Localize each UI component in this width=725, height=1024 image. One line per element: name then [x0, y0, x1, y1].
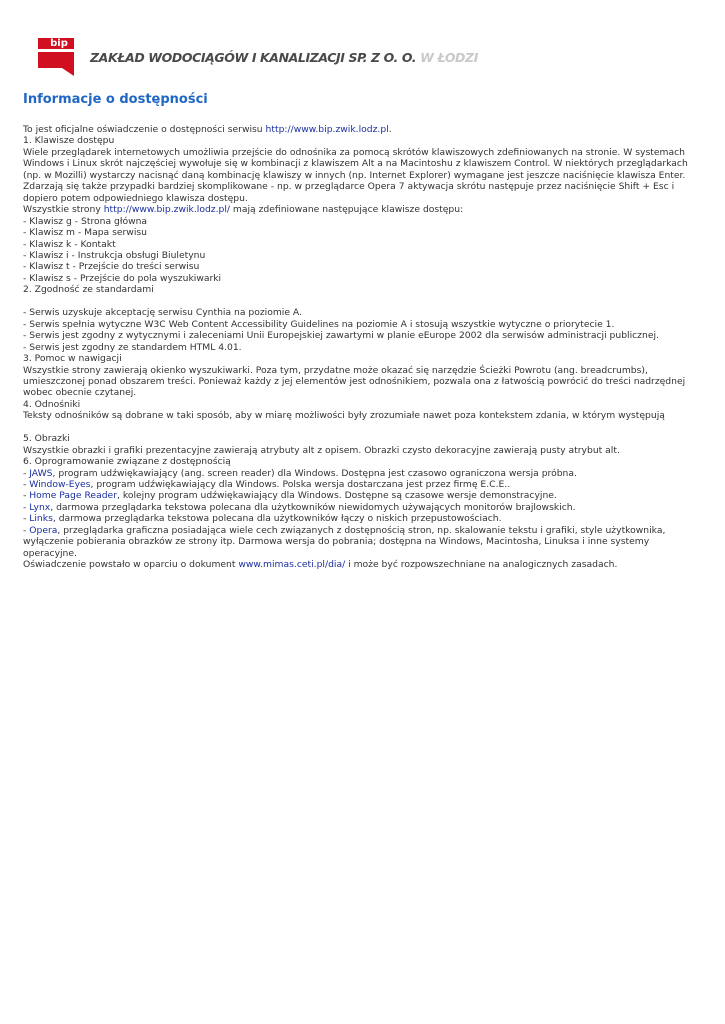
software-desc: , kolejny program udźwiękawiający dla Windows. Dostępne są czasowe wersje demonstracyjne. — [116, 490, 557, 502]
closing-paragraph — [23, 559, 695, 570]
org-name-city: W ŁODZI — [420, 50, 478, 65]
key-item: - Klawisz t - Przejście do treści serwisu — [23, 261, 200, 273]
software-link-links[interactable]: Links — [29, 513, 53, 525]
key-item: - Klawisz i - Instrukcja obsługi Biuletynu — [23, 249, 206, 261]
organization-name — [90, 50, 478, 65]
software-link-home-page-reader[interactable]: Home Page Reader — [29, 490, 117, 502]
source-document-link[interactable]: www.mimas.ceti.pl/dia/ — [238, 559, 346, 571]
all-pages-pre: Wszystkie strony — [23, 204, 104, 216]
intro-text: To jest oficjalne oświadczenie o dostępności serwisu — [23, 124, 266, 135]
key-item: - Klawisz g - Strona główna — [23, 215, 148, 227]
standard-item: - Serwis spełnia wytyczne W3C Web Content Accessibility Guidelines na poziomie A i stosują wszystkie wytyczne o priorytecie 1. — [23, 318, 615, 330]
software-item: - Links, darmowa przeglądarka tekstowa polecana dla użytkowników łączy o niskich przepustowościach. — [23, 513, 502, 525]
software-link-opera[interactable]: Opera — [29, 524, 58, 536]
section-4-text: Teksty odnośników są dobrane w taki sposób, aby w miarę możliwości były zrozumiałe nawet poza kontekstem zdania, w którym występują — [23, 410, 665, 422]
all-pages-post: mają zdefiniowane następujące klawisze dostępu: — [230, 204, 464, 216]
software-link-jaws[interactable]: JAWS — [29, 467, 53, 479]
section-2-heading: 2. Zgodność ze standardami — [23, 284, 154, 296]
intro-end: . — [388, 124, 392, 135]
software-desc: , program udźwiękawiający dla Windows. Polska wersja dostarczana jest przez firmę E.C.E.. — [90, 479, 511, 491]
intro-paragraph — [23, 124, 695, 135]
section-5-heading: 5. Obrazki — [23, 433, 70, 445]
software-desc: , darmowa przeglądarka tekstowa polecana dla użytkowników niewidomych używających monitorów brajlowskich. — [50, 501, 576, 513]
software-item: - Home Page Reader, kolejny program udźwiękawiający dla Windows. Dostępne są czasowe wersje demonstracyjne. — [23, 490, 557, 502]
software-item: - Opera, przeglądarka graficzna posiadająca wiele cech związanych z dostępnością stron, np. skalowanie tekstu i grafiki, style użytkownika, wyłączenie pobierania obrazków ze strony itp. Darmowa wersja do pobrania; dostępna na Windows, Macintosha, Linuksa i inne systemy operacyjne. — [23, 524, 666, 559]
site-header — [38, 33, 698, 77]
section-1-text: Wiele przeglądarek internetowych umożliwia przejście do odnośnika za pomocą skrótów klawiszowych zdefiniowanych na stronie. W systemach Windows i Linux skrót najczęściej wywołuje się w kombinacji z klawiszem Alt a na Macintoshu z klawiszem Control. W niektórych przeglądarkach (np. w Mozilli) wystarczy nacisnąć daną kombinację klawiszy w innych (np. Internet Explorer) wymagane jest jeszcze naciśnięcie klawisza Enter. Zdarzają się także przypadki bardziej skomplikowane - np. w przeglądarce Opera 7 aktywacja skrótu następuje przez naciśnięcie Shift + Esc i dopiero potem odpowiedniego klawisza dostępu. — [23, 146, 688, 204]
org-name-main: ZAKŁAD WODOCIĄGÓW I KANALIZACJI SP. Z O. O. — [90, 50, 417, 65]
spacer — [23, 422, 695, 433]
software-item: - Window-Eyes, program udźwiękawiający dla Windows. Polska wersja dostarczana jest przez firmę E.C.E.. — [23, 479, 511, 491]
software-link-window-eyes[interactable]: Window-Eyes — [29, 479, 91, 491]
section-1-all-pages — [23, 204, 695, 215]
bip-logo[interactable] — [38, 33, 74, 76]
key-item: - Klawisz s - Przejście do pola wyszukiwarki — [23, 272, 222, 284]
software-item: - Lynx, darmowa przeglądarka tekstowa polecana dla użytkowników niewidomych używających monitorów brajlowskich. — [23, 501, 576, 513]
software-desc: , program udźwiękawiający (ang. screen reader) dla Windows. Dostępna jest czasowo ograniczona wersja próbna. — [52, 467, 577, 479]
section-3-heading: 3. Pomoc w nawigacji — [23, 353, 122, 365]
closing-pre: Oświadczenie powstało w oparciu o dokument — [23, 559, 239, 571]
standard-item: - Serwis uzyskuje akceptację serwisu Cynthia na poziomie A. — [23, 307, 302, 319]
software-desc: , przeglądarka graficzna posiadająca wiele cech związanych z dostępnością stron, np. skalowanie tekstu i grafiki, style użytkownika, wyłączenie pobierania obrazków ze strony itp. Darmowa wersja do pobrania; dostępna na Windows, Macintosha, Linuksa i inne systemy operacyjne. — [23, 524, 666, 559]
section-5-text: Wszystkie obrazki i grafiki prezentacyjne zawierają atrybuty alt z opisem. Obrazki czysto dekoracyjne zawierają pusty atrybut alt. — [23, 444, 620, 456]
section-1-heading: 1. Klawisze dostępu — [23, 135, 115, 147]
software-item: - JAWS, program udźwiękawiający (ang. screen reader) dla Windows. Dostępna jest czasowo ograniczona wersja próbna. — [23, 467, 577, 479]
spacer — [23, 296, 695, 307]
section-4-heading: 4. Odnośniki — [23, 398, 81, 410]
page-title: Informacje o dostępności — [23, 92, 208, 107]
key-item: - Klawisz m - Mapa serwisu — [23, 227, 147, 239]
accessibility-statement — [23, 124, 695, 571]
logo-text: bip — [50, 38, 68, 49]
key-item: - Klawisz k - Kontakt — [23, 238, 116, 250]
software-desc: , darmowa przeglądarka tekstowa polecana dla użytkowników łączy o niskich przepustowościach. — [52, 513, 502, 525]
standard-item: - Serwis jest zgodny ze standardem HTML 4.01. — [23, 341, 242, 353]
site-root-link[interactable]: http://www.bip.zwik.lodz.pl/ — [103, 204, 230, 216]
site-link[interactable]: http://www.bip.zwik.lodz.pl — [265, 124, 389, 135]
software-link-lynx[interactable]: Lynx — [29, 501, 51, 513]
section-6-heading: 6. Oprogramowanie związane z dostępnością — [23, 456, 231, 468]
section-3-text: Wszystkie strony zawierają okienko wyszukiwarki. Poza tym, przydatne może okazać się narzędzie Ścieżki Powrotu (ang. breadcrumbs), umieszczonej ponad obszarem treści. Ponieważ każdy z jej elementów jest odnośnikiem, pozwala ona z łatwością powrócić do treści nadrzędnej wobec obecnie czytanej. — [23, 364, 686, 399]
closing-post: i może być rozpowszechniane na analogicznych zasadach. — [345, 559, 618, 571]
standard-item: - Serwis jest zgodny z wytycznymi i zaleceniami Unii Europejskiej zawartymi w planie eEurope 2002 dla serwisów administracji publicznej. — [23, 330, 659, 342]
